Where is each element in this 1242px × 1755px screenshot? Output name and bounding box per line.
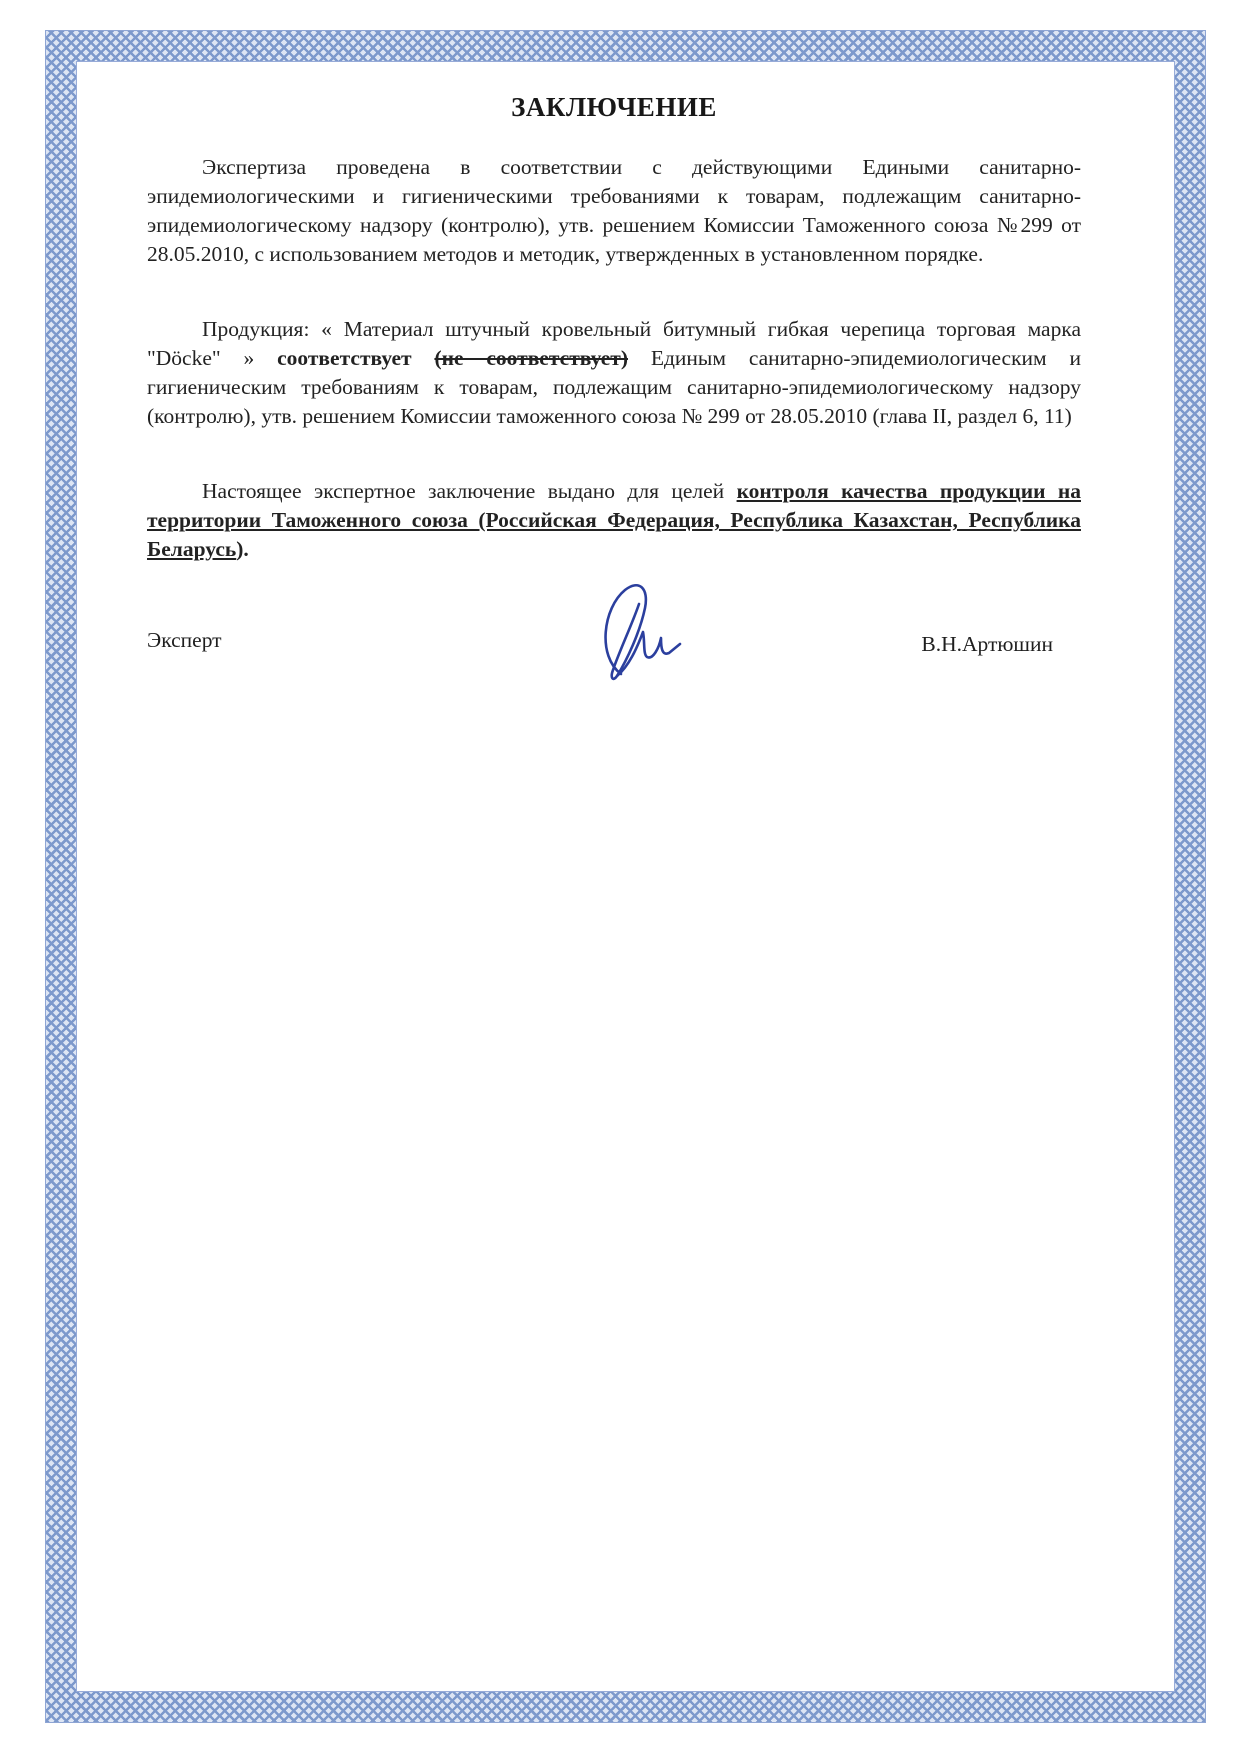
product-nomatch-strikethrough: (не соответствует)	[434, 346, 628, 370]
expert-role-label: Эксперт	[147, 628, 222, 652]
product-match-text: соответствует	[277, 346, 412, 370]
purpose-lead-text: Настоящее экспертное заключение выдано для целей	[202, 479, 737, 503]
paragraph-product	[147, 315, 1081, 431]
signature-block	[147, 622, 1081, 752]
product-tail-text: Единым санитарно-эпидемиологическим и гигиеническим требованиям к товарам, подлежащим санитарно-эпидемиологическому надзору (контролю), утв. решением Комиссии таможенного союза № 299 от 28.05.2010 (глава II, раздел 6, 11)	[147, 346, 1081, 428]
expert-name: В.Н.Артюшин	[921, 632, 1053, 656]
decorative-border	[45, 30, 1206, 1723]
document-title: ЗАКЛЮЧЕНИЕ	[511, 92, 717, 122]
product-lead-text: Продукция: « Материал штучный кровельный битумный гибкая черепица торговая марка "Döcke" »	[147, 317, 1081, 370]
document-body	[76, 61, 1175, 1692]
product-separator	[412, 346, 435, 370]
paragraph-purpose	[147, 477, 1081, 564]
paragraph-expertise	[147, 153, 1081, 269]
purpose-emphasis-text: контроля качества продукции на территории Таможенного союза (Российская Федерация, Республика Казахстан, Республика Беларусь	[147, 479, 1081, 561]
purpose-tail-text: ).	[236, 537, 249, 561]
handwritten-signature	[577, 574, 707, 704]
paragraph-expertise-text: Экспертиза проведена в соответствии с действующими Едиными санитарно-эпидемиологическими и гигиеническими требованиями к товарам, подлежащим санитарно-эпидемиологическому надзору (контролю), утв. решением Комиссии Таможенного союза №299 от 28.05.2010, с использованием методов и методик, утвержденных в установленном порядке.	[147, 155, 1081, 266]
